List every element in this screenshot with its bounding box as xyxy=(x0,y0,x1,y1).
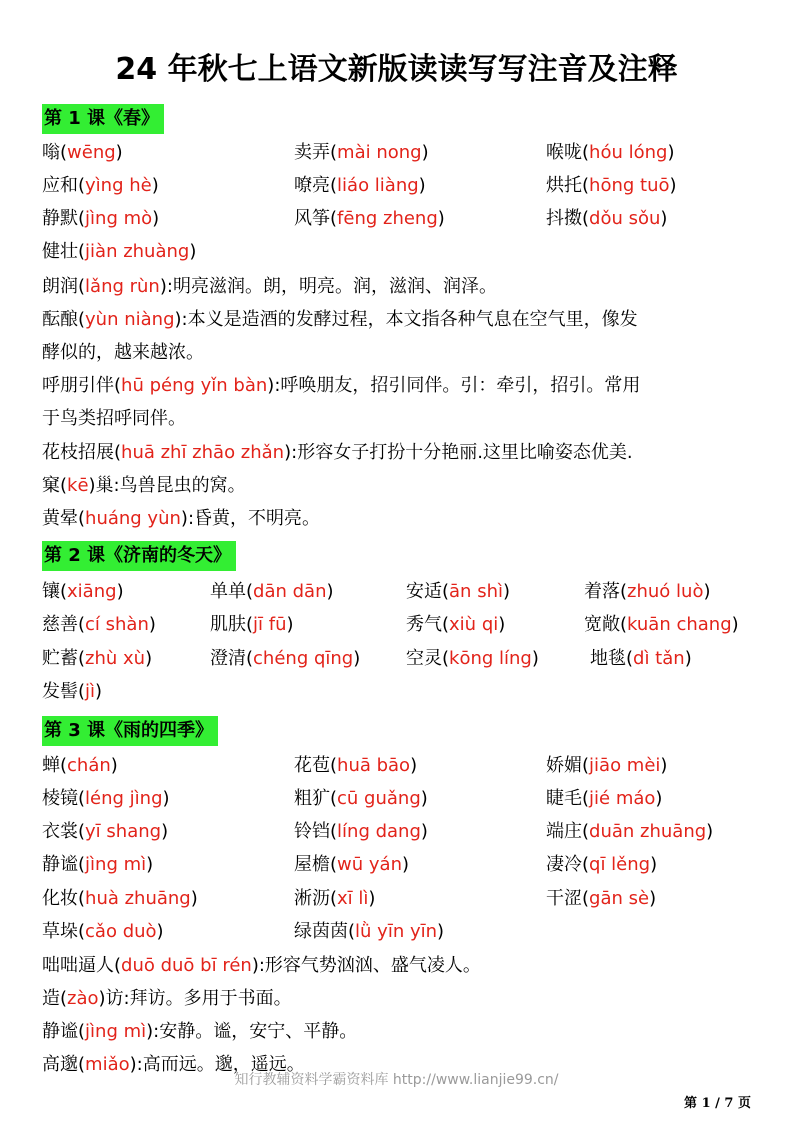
vocab-item: 蝉(chán) xyxy=(42,755,118,776)
vocab-item: 静谧(jìng mì) xyxy=(42,854,154,875)
vocab-item: 着落(zhuó luò) xyxy=(584,581,711,602)
vocab-item: 草垛(cǎo duò) xyxy=(42,921,164,942)
vocab-item: 健壮(jiàn zhuàng) xyxy=(42,241,197,262)
vocab-item: 棱镜(léng jìng) xyxy=(42,788,170,809)
vocab-item: 烘托(hōng tuō) xyxy=(546,175,677,196)
page-title: 24 年秋七上语文新版读读写写注音及注释 xyxy=(115,52,678,87)
annotation-line: 花枝招展(huā zhī zhāo zhǎn):形容女子打扮十分艳丽.这里比喻姿态优美. xyxy=(42,442,633,463)
vocab-item: 空灵(kōng líng) xyxy=(406,648,539,669)
annotation-line: 酵似的，越来越浓。 xyxy=(42,342,204,363)
vocab-item: 铃铛(líng dang) xyxy=(294,821,428,842)
vocab-item: 喉咙(hóu lóng) xyxy=(546,142,675,163)
annotation-line: 酝酿(yùn niàng):本义是造酒的发酵过程，本文指各种气息在空气里，像发 xyxy=(42,309,638,330)
annotation-line: 窠(kē)巢:鸟兽昆虫的窝。 xyxy=(42,475,246,496)
annotation-line: 高邈(miǎo):高而远。邈，遥远。 xyxy=(42,1054,305,1075)
lesson-3-heading: 第 3 课《雨的四季》 xyxy=(42,716,218,746)
vocab-item: 绿茵茵(lǜ yīn yīn) xyxy=(294,921,445,942)
vocab-item: 嗡(wēng) xyxy=(42,142,123,163)
vocab-item: 端庄(duān zhuāng) xyxy=(546,821,714,842)
vocab-item: 肌肤(jī fū) xyxy=(210,614,294,635)
vocab-item: 宽敞(kuān chang) xyxy=(584,614,739,635)
vocab-item: 化妆(huà zhuāng) xyxy=(42,888,198,909)
vocab-item: 秀气(xiù qi) xyxy=(406,614,506,635)
lesson-2-heading: 第 2 课《济南的冬天》 xyxy=(42,541,236,571)
vocab-item: 卖弄(mài nong) xyxy=(294,142,429,163)
vocab-item: 粗犷(cū guǎng) xyxy=(294,788,428,809)
vocab-item: 静默(jìng mò) xyxy=(42,208,160,229)
annotation-line: 朗润(lǎng rùn):明亮滋润。朗，明亮。润，滋润、润泽。 xyxy=(42,276,497,297)
vocab-item: 抖擞(dǒu sǒu) xyxy=(546,208,668,229)
vocab-item: 安适(ān shì) xyxy=(406,581,511,602)
lesson-1-heading: 第 1 课《春》 xyxy=(42,104,164,134)
vocab-item: 单单(dān dān) xyxy=(210,581,334,602)
annotation-line: 造(zào)访:拜访。多用于书面。 xyxy=(42,988,292,1009)
vocab-item: 应和(yìng hè) xyxy=(42,175,159,196)
vocab-item: 风筝(fēng zheng) xyxy=(294,208,445,229)
watermark: 知行教辅资料学霸资料库 http://www.lianjie99.cn/ xyxy=(234,1072,559,1088)
vocab-item: 地毯(dì tǎn) xyxy=(590,648,692,669)
vocab-item: 屋檐(wū yán) xyxy=(294,854,410,875)
vocab-item: 慈善(cí shàn) xyxy=(42,614,156,635)
vocab-item: 发髻(jì) xyxy=(42,681,103,702)
vocab-item: 花苞(huā bāo) xyxy=(294,755,418,776)
vocab-item: 澄清(chéng qīng) xyxy=(210,648,361,669)
annotation-line: 静谧(jìng mì):安静。谧，安宁、平静。 xyxy=(42,1021,358,1042)
vocab-item: 干涩(gān sè) xyxy=(546,888,657,909)
vocab-item: 淅沥(xī lì) xyxy=(294,888,376,909)
vocab-item: 衣裳(yī shang) xyxy=(42,821,169,842)
vocab-item: 嘹亮(liáo liàng) xyxy=(294,175,426,196)
vocab-item: 睫毛(jié máo) xyxy=(546,788,663,809)
annotation-line: 黄晕(huáng yùn):昏黄，不明亮。 xyxy=(42,508,321,529)
vocab-item: 镶(xiāng) xyxy=(42,581,124,602)
annotation-line: 咄咄逼人(duō duō bī rén):形容气势汹汹、盛气凌人。 xyxy=(42,955,481,976)
vocab-item: 凄冷(qī lěng) xyxy=(546,854,658,875)
vocab-item: 娇媚(jiāo mèi) xyxy=(546,755,668,776)
page-number: 第 1 / 7 页 xyxy=(684,1096,751,1111)
vocab-item: 贮蓄(zhù xù) xyxy=(42,648,153,669)
annotation-line: 于鸟类招呼同伴。 xyxy=(42,408,186,429)
annotation-line: 呼朋引伴(hū péng yǐn bàn):呼唤朋友，招引同伴。引：牵引，招引。常用 xyxy=(42,375,641,396)
